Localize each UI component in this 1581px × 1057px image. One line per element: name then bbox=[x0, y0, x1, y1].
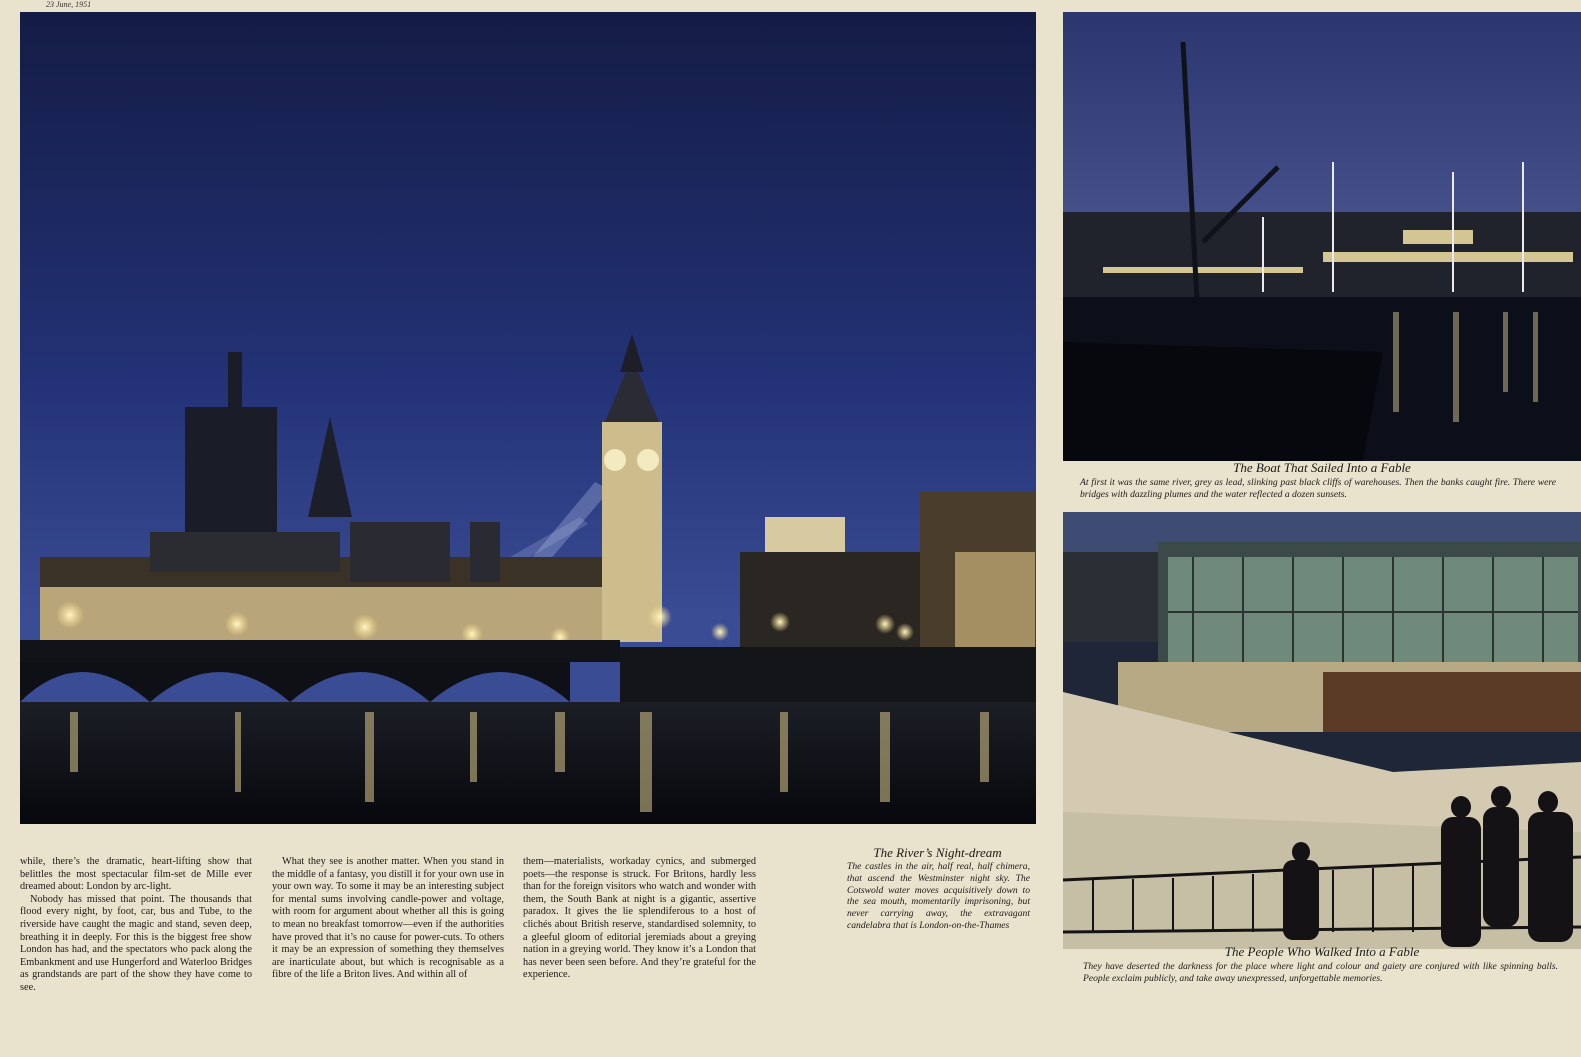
article-paragraph: Nobody has missed that point. The thousands that flood every night, by foot, car, bus and Tube, to the riverside have caught the magic and stand, seven deep, breathing it in deeply. For this is the biggest free show London has had, and the spectators who pack along the Embankment and use Hungerford and Waterloo Bridges as grandstands are part of the show they have come to see. bbox=[20, 893, 252, 993]
south-bank-crowd-photo bbox=[1063, 512, 1581, 949]
article-column-2 bbox=[272, 856, 504, 982]
people-caption-body: They have deserted the darkness for the place where light and colour and gaiety are conjured with like spinning balls. People exclaim publicly, and take away unexpressed, unforgettable memories. bbox=[1083, 961, 1558, 984]
boat-caption-body: At first it was the same river, grey as lead, slinking past black cliffs of warehouses. Then the banks caught fire. There were bridges with dazzling plumes and the water reflected a dozen sunsets. bbox=[1080, 477, 1556, 500]
article-paragraph: What they see is another matter. When you stand in the middle of a fantasy, you distill it for your own use in your own way. To some it may be an interesting subject for mental sums involving candle-power and voltage, with room for argument about whether all this is going to mean no breakfast tomorrow—even if the authorities have proved that it’s no cause for power-cuts. To others it may be an expression of something they themselves are inarticulate about, but which is recognisable as a fibre of the life a Briton lives. And within all of bbox=[272, 856, 504, 981]
article-paragraph: them—materialists, workaday cynics, and submerged poets—the response is struck. For Britons, hardly less than for the foreign visitors who watch and wonder with them, the South Bank at night is a gigantic, assertive paradox. It gives the lie splendiferous to a host of clichés about British reserve, standardised solemnity, to a gleeful gloom of editorial jeremiads about a greying nation in a greying world. They know it’s a London that has never been seen before. And they’re grateful for the experience. bbox=[523, 856, 756, 981]
river-caption-body: The castles in the air, half real, half chimera, that ascend the Westminster night sky. The Cotswold water moves acquisitively down to the sea mouth, momentarily imprisoning, but never carrying away, the extravagant candelabra that is London-on-the-Thames bbox=[847, 861, 1030, 931]
article-column-1 bbox=[20, 856, 252, 995]
westminster-night-photo bbox=[20, 12, 1036, 824]
article-column-3 bbox=[523, 856, 756, 982]
river-caption-title: The River’s Night-dream bbox=[873, 845, 1002, 860]
people-caption-title: The People Who Walked Into a Fable bbox=[1224, 944, 1420, 959]
issue-date: 23 June, 1951 bbox=[46, 0, 92, 9]
article-paragraph: while, there’s the dramatic, heart-lifting show that belittles the most spectacular film-set de Mille ever dreamed about: London by arc-light. bbox=[20, 856, 252, 893]
boat-caption-title: The Boat That Sailed Into a Fable bbox=[1233, 460, 1411, 475]
boat-night-photo bbox=[1063, 12, 1581, 461]
